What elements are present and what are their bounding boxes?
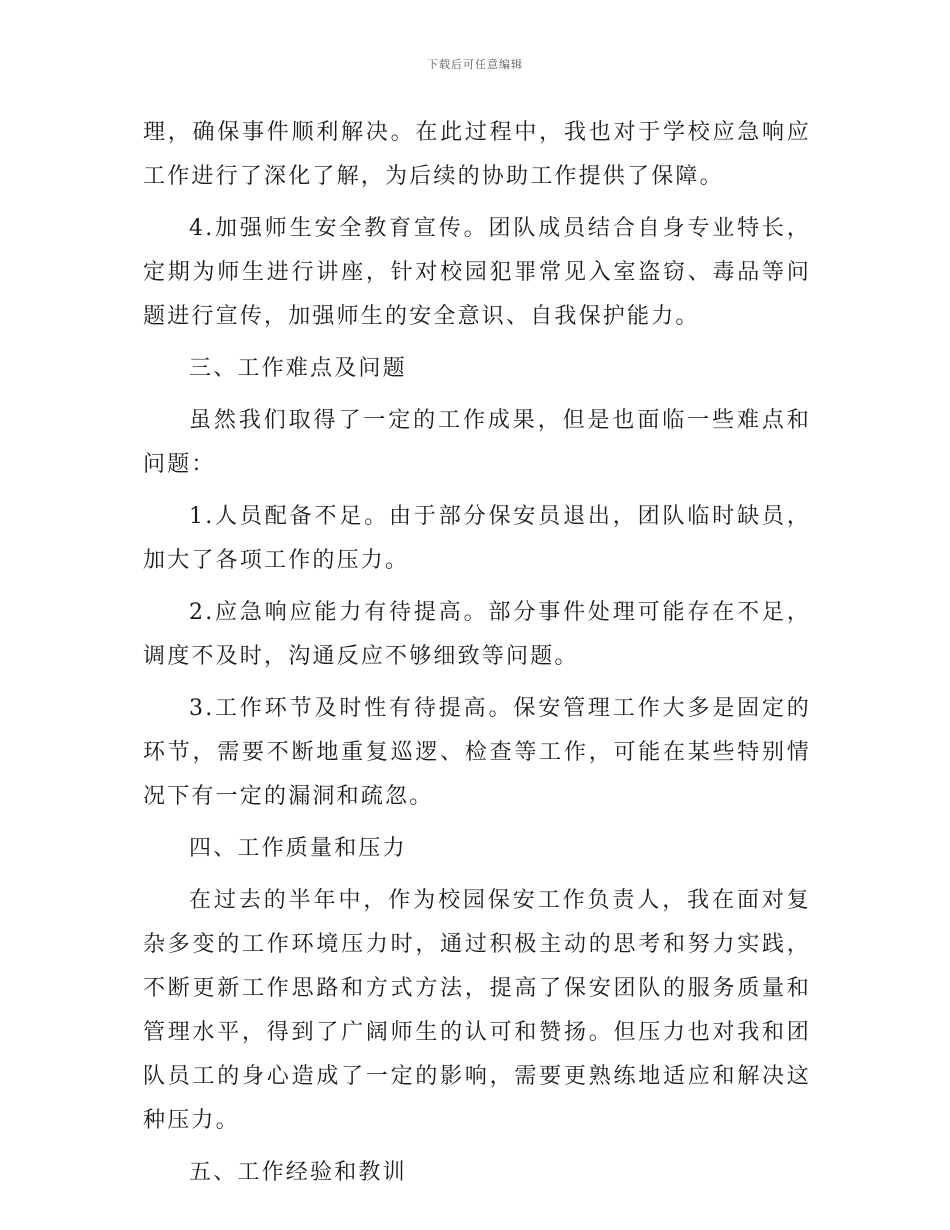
section-heading-4: 四、工作质量和压力 <box>189 836 407 861</box>
section-heading-3: 三、工作难点及问题 <box>189 356 407 381</box>
paragraph-intro-difficulties: 虽然我们取得了一定的工作成果，但是也面临一些难点和问题： <box>143 408 811 477</box>
paragraph-difficulty-2: 2.应急响应能力有待提高。部分事件处理可能存在不足，调度不及时，沟通反应不够细致等问题。 <box>143 600 811 669</box>
paragraph-item-4: 4.加强师生安全教育宣传。团队成员结合自身专业特长，定期为师生进行讲座，针对校园犯罪常见入室盗窃、毒品等问题进行宣传，加强师生的安全意识、自我保护能力。 <box>143 216 811 329</box>
section-heading-5: 五、工作经验和教训 <box>189 1160 407 1185</box>
page-header: 下载后可任意编辑 <box>427 58 523 71</box>
paragraph-quality-pressure: 在过去的半年中，作为校园保安工作负责人，我在面对复杂多变的工作环境压力时，通过积极主动的思考和努力实践，不断更新工作思路和方式方法，提高了保安团队的服务质量和管理水平，得到了广阔师生的认可和赞扬。但压力也对我和团队员工的身心造成了一定的影响，需要更熟练地适应和解决这种压力。 <box>143 888 811 1133</box>
document-body <box>143 111 811 1203</box>
paragraph-difficulty-3: 3.工作环节及时性有待提高。保安管理工作大多是固定的环节，需要不断地重复巡逻、检查等工作，可能在某些特别情况下有一定的漏洞和疏忽。 <box>143 696 811 809</box>
paragraph-continuation: 理，确保事件顺利解决。在此过程中，我也对于学校应急响应工作进行了深化了解，为后续的协助工作提供了保障。 <box>143 120 811 189</box>
paragraph-difficulty-1: 1.人员配备不足。由于部分保安员退出，团队临时缺员，加大了各项工作的压力。 <box>143 504 811 573</box>
